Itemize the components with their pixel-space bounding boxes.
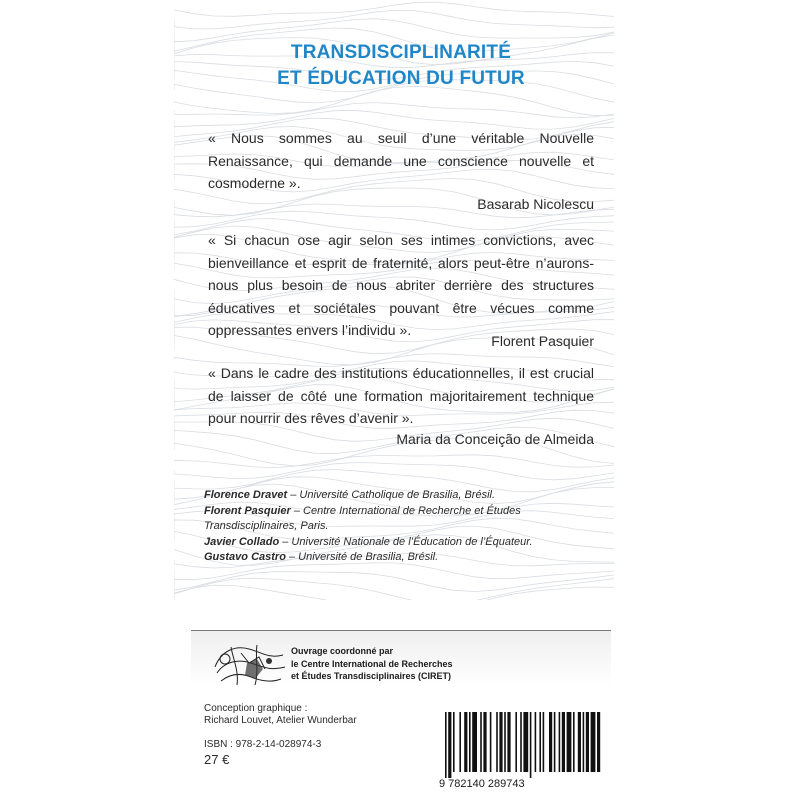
barcode-bar (448, 712, 451, 778)
quote-3-line-1: « Dans le cadre des institutions éducationnelles, il est crucial (208, 365, 594, 381)
contributor-line (204, 535, 604, 551)
barcode-bar (578, 712, 581, 772)
quote-3 (208, 362, 594, 430)
barcode-bar (445, 712, 447, 778)
barcode-bar (591, 712, 596, 772)
design-credits-label: Conception graphique : (204, 703, 308, 714)
barcode-bar (583, 712, 585, 772)
barcode-bar (496, 712, 498, 772)
barcode-bar (573, 712, 575, 772)
quote-1-line-3: cosmoderne ». (208, 175, 301, 191)
wave-line (174, 455, 614, 468)
contributor-line (204, 519, 604, 535)
barcode-bar (530, 712, 532, 778)
contributors-list (204, 488, 604, 566)
barcode-bar (549, 712, 552, 772)
barcode-bar (453, 712, 455, 772)
barcode-bar (499, 712, 502, 772)
book-back-cover (174, 0, 628, 800)
barcode-bar (520, 712, 522, 772)
wave-line (174, 10, 614, 29)
barcode-bars-icon (439, 712, 607, 778)
barcode-bar (567, 712, 572, 772)
contributor-affiliation: – Université Catholique de Brasilia, Brésil. (287, 489, 496, 501)
contributor-name: Gustavo Castro (204, 551, 286, 563)
quote-3-line-2: de laisser de côté une formation majoritairement technique (208, 387, 594, 404)
ciret-line-2: le Centre International de Recherches (291, 658, 453, 669)
contributor-name: Florent Pasquier (204, 504, 291, 517)
ciret-coordination-text (291, 645, 601, 683)
wave-line (174, 572, 614, 592)
design-credits-name: Richard Louvet, Atelier Wunderbar (204, 715, 357, 726)
quote-2-line-3: nous plus besoin de nous abriter derrière des structures (208, 277, 594, 293)
contributor-affiliation: – Centre International de Recherche et Études (290, 504, 521, 517)
ciret-line-1: Ouvrage coordonné par (291, 646, 394, 656)
barcode-bar (543, 712, 545, 772)
barcode-bar (559, 712, 561, 772)
quote-1-line-1: « Nous sommes au seuil d’une véritable Nouvelle (208, 130, 594, 146)
barcode-bar (490, 712, 492, 772)
contributor-name: Javier Collado (204, 535, 280, 548)
contributor-line (204, 550, 604, 566)
barcode-bar (504, 712, 506, 772)
barcode-bar (523, 712, 528, 772)
price-text: 27 € (204, 752, 230, 767)
wave-line (174, 578, 614, 600)
barcode-bar (483, 712, 486, 772)
contributor-line (204, 488, 604, 504)
barcode-bar (469, 712, 471, 772)
quote-2-line-1: « Si chacun ose agir selon ses intimes convictions, avec (208, 232, 594, 248)
wave-line (174, 2, 614, 16)
barcode-digits: 9 782140 289743 (439, 778, 525, 790)
contributor-affiliation: – Université Nationale de l’Éducation de l’Équateur. (279, 535, 533, 548)
ciret-panel (191, 630, 611, 696)
contributor-affiliation: – Université de Brasilia, Brésil. (285, 551, 439, 563)
isbn-text: ISBN : 978-2-14-028974-3 (204, 739, 322, 750)
wave-line (174, 585, 614, 600)
barcode-bar (539, 712, 541, 772)
design-credits (204, 703, 357, 727)
quote-2-line-4: éducatives et sociétales pouvant être vécues comme (208, 299, 594, 316)
quote-1-author: Basarab Nicolescu (477, 196, 594, 212)
contributor-affiliation: Transdisciplinaires, Paris. (204, 520, 329, 532)
contributor-line (204, 504, 604, 520)
barcode-bar (562, 712, 565, 772)
quote-1-line-2: Renaissance, qui demande une conscience nouvelle et (208, 152, 594, 169)
quote-3-author: Maria da Conceição de Almeida (396, 431, 594, 447)
book-title-line-1: TRANSDISCIPLINARITÉ (290, 42, 512, 63)
quote-2-line-2: bienveillance et esprit de fraternité, alors peut-être n’aurons- (208, 254, 594, 271)
quote-2-author: Florent Pasquier (491, 333, 594, 349)
ciret-line-3: et Études Transdisciplinaires (CIRET) (291, 671, 452, 681)
barcode-bar (597, 712, 600, 772)
barcode-bar (464, 712, 467, 772)
isbn-barcode (439, 712, 607, 796)
wave-line (174, 19, 614, 42)
ciret-logo-icon (211, 637, 289, 689)
quote-2 (208, 229, 594, 342)
barcode-bar (554, 712, 556, 772)
barcode-bar (459, 712, 461, 772)
barcode-bar (586, 712, 589, 772)
book-title-line-2: ET ÉDUCATION DU FUTUR (277, 68, 525, 89)
quote-2-line-5: oppressantes envers l’individu ». (208, 322, 412, 338)
barcode-bar (515, 712, 517, 772)
barcode-bar (535, 712, 537, 772)
wave-line (174, 86, 614, 115)
barcode-bar (472, 712, 477, 772)
quote-3-line-3: pour nourrir des rêves d’avenir ». (208, 410, 414, 426)
barcode-bar (480, 712, 482, 772)
quote-1 (208, 127, 594, 195)
wave-line (174, 103, 614, 118)
barcode-bar (507, 712, 510, 772)
contributor-name: Florence Dravet (204, 489, 288, 501)
